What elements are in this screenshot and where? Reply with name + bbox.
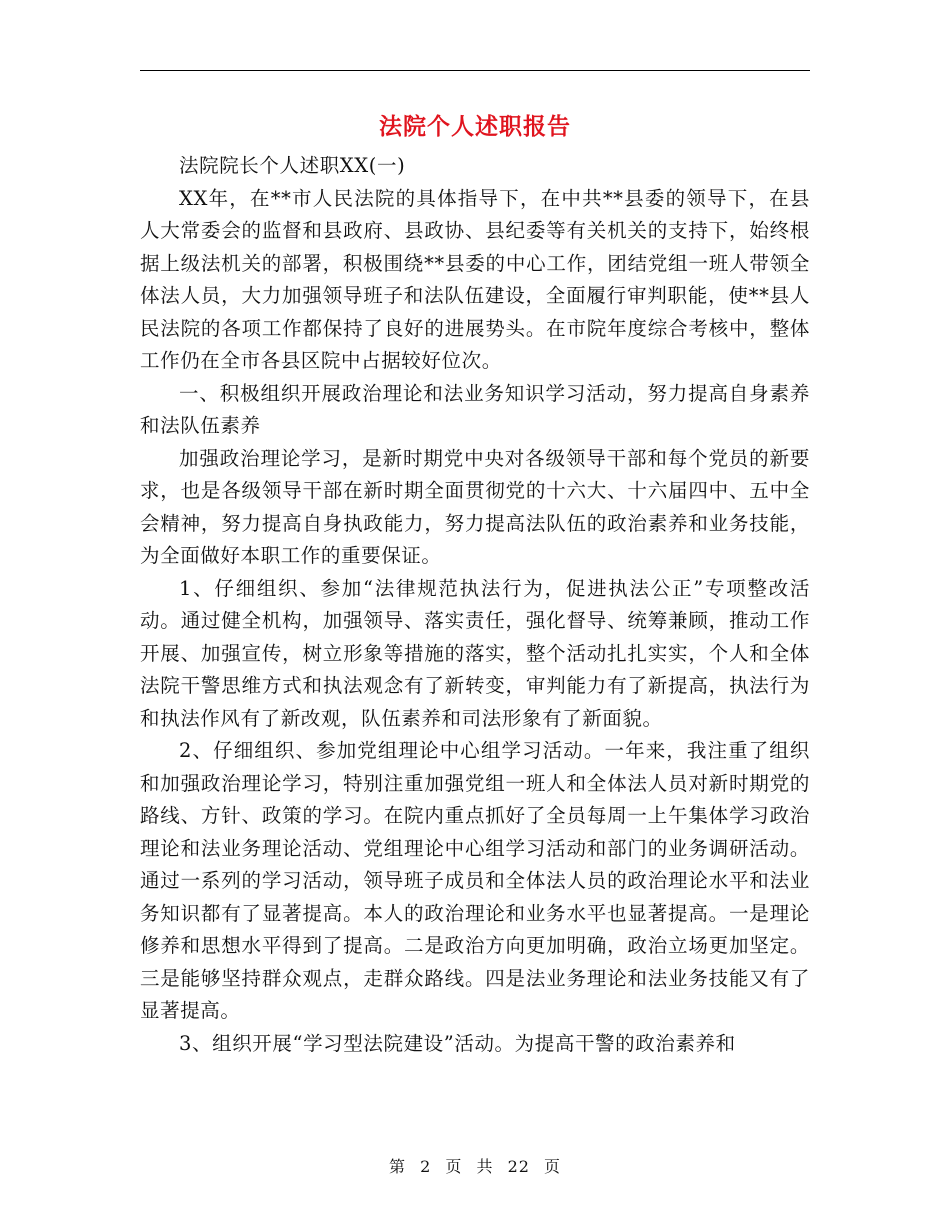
footer-total-pages: 22 [507,1157,530,1176]
footer-suffix: 页 [544,1157,562,1176]
footer-page-number: 2 [420,1157,432,1176]
paragraph-section-heading: 一、积极组织开展政治理论和法业务知识学习活动，努力提高自身素养和法队伍素养 [140,381,810,437]
document-body [140,150,810,1060]
paragraph-subtitle: 法院院长个人述职XX(一) [179,154,406,177]
paragraph-theory-study: 加强政治理论学习，是新时期党中央对各级领导干部和每个党员的新要求，也是各级领导干部在新时期全面贯彻党的十六大、十六届四中、五中全会精神，努力提高自身执政能力，努力提高法队伍的政治素养和业务技能，为全面做好本职工作的重要保证。 [140,446,810,567]
paragraph-intro: XX年，在**市人民法院的具体指导下，在中共**县委的领导下，在县人大常委会的监督和县政府、县政协、县纪委等有关机关的支持下，始终根据上级法机关的部署，积极围绕**县委的中心工作，团结党组一班人带领全体法人员，大力加强领导班子和法队伍建设，全面履行审判职能，使**县人民法院的各项工作都保持了良好的进展势头。在市院年度综合考核中，整体工作仍在全市各县区院中占据较好位次。 [140,186,810,372]
paragraph-item-2: 2、仔细组织、参加党组理论中心组学习活动。一年来，我注重了组织和加强政治理论学习，特别注重加强党组一班人和全体法人员对新时期党的路线、方针、政策的学习。在院内重点抓好了全员每周一上午集体学习政治理论和法业务理论活动、党组理论中心组学习活动和部门的业务调研活动。通过一系列的学习活动，领导班子成员和全体法人员的政治理论水平和法业务知识都有了显著提高。本人的政治理论和业务水平也显著提高。一是理论修养和思想水平得到了提高。二是政治方向更加明确，政治立场更加坚定。三是能够坚持群众观点，走群众路线。四是法业务理论和法业务技能又有了显著提高。 [140,739,810,1022]
footer-prefix: 第 [388,1157,406,1176]
paragraph-item-3: 3、组织开展“学习型法院建设”活动。为提高干警的政治素养和 [179,1031,736,1055]
footer-page-word: 页 [445,1157,463,1176]
document-title: 法院个人述职报告 [379,114,571,140]
footer-total-word: 共 [476,1157,494,1176]
paragraph-item-1: 1、仔细组织、参加“法律规范执法行为，促进执法公正”专项整改活动。通过健全机构，加强领导、落实责任，强化督导、统筹兼顾，推动工作开展、加强宣传，树立形象等措施的落实，整个活动扎扎实实，个人和全体法院干警思维方式和执法观念有了新转变，审判能力有了新提高，执法行为和执法作风有了新改观，队伍素养和司法形象有了新面貌。 [140,576,810,730]
page-footer [0,1154,950,1177]
header-rule [140,70,810,71]
